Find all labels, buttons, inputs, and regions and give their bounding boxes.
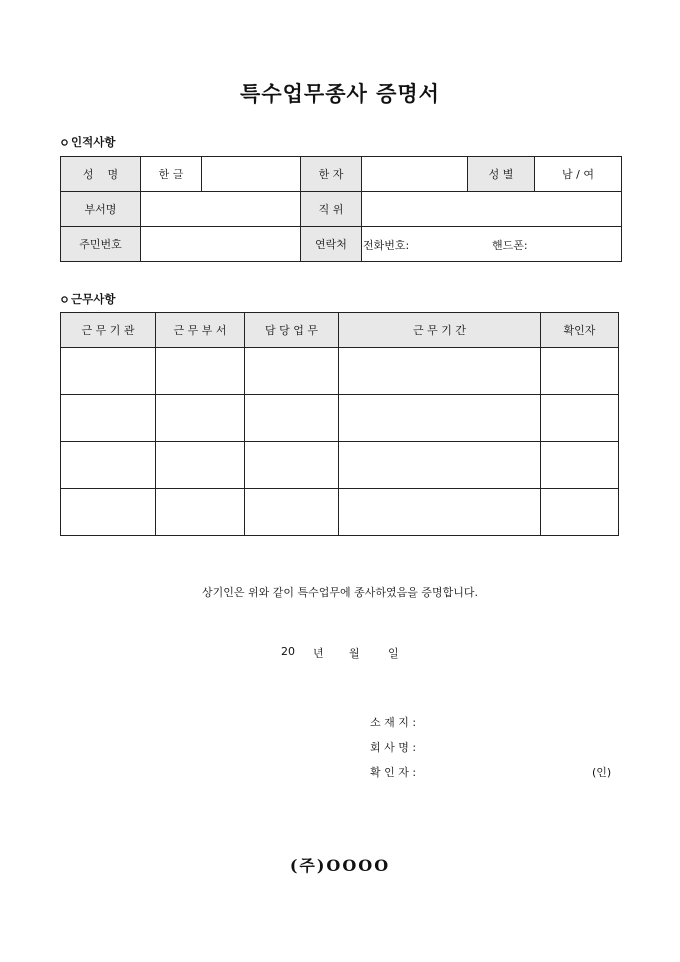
date-year-unit: 년 bbox=[313, 647, 324, 660]
mobile-label: 핸드폰: bbox=[492, 239, 528, 252]
table-cell[interactable] bbox=[339, 395, 541, 442]
table-cell[interactable] bbox=[245, 489, 339, 536]
table-cell[interactable] bbox=[156, 348, 245, 395]
company-name-label: 회 사 명 : bbox=[370, 741, 417, 754]
gender-label: 성 별 bbox=[468, 157, 535, 192]
table-cell[interactable] bbox=[61, 489, 156, 536]
personal-info-table bbox=[60, 156, 622, 262]
hangul-name-field[interactable] bbox=[202, 157, 301, 192]
date-day-unit: 일 bbox=[388, 647, 399, 660]
table-cell[interactable] bbox=[541, 489, 619, 536]
table-cell[interactable] bbox=[339, 348, 541, 395]
hanja-name-field[interactable] bbox=[362, 157, 468, 192]
table-cell[interactable] bbox=[156, 442, 245, 489]
table-cell[interactable] bbox=[156, 489, 245, 536]
table-row bbox=[61, 395, 619, 442]
table-cell[interactable] bbox=[541, 442, 619, 489]
hangul-label: 한 글 bbox=[141, 157, 202, 192]
address-label: 소 재 지 : bbox=[370, 716, 417, 729]
hanja-label: 한 자 bbox=[301, 157, 362, 192]
company-name: (주)OOOO bbox=[289, 856, 391, 875]
table-cell[interactable] bbox=[541, 348, 619, 395]
position-label: 직 위 bbox=[301, 192, 362, 227]
confirmer-label: 확 인 자 : bbox=[370, 766, 417, 779]
document-title: 특수업무종사 증명서 bbox=[240, 81, 440, 106]
work-section-heading: 근무사항 bbox=[61, 291, 115, 307]
table-cell[interactable] bbox=[61, 395, 156, 442]
circle-bullet-icon bbox=[61, 292, 68, 306]
table-cell[interactable] bbox=[245, 348, 339, 395]
work-history-table bbox=[60, 312, 619, 536]
contact-field[interactable] bbox=[362, 227, 622, 262]
resident-no-label: 주민번호 bbox=[61, 227, 141, 262]
col-header-department: 근 무 부 서 bbox=[156, 313, 245, 348]
dept-field[interactable] bbox=[141, 192, 301, 227]
date-month-unit: 월 bbox=[349, 647, 360, 660]
table-cell[interactable] bbox=[245, 442, 339, 489]
dept-label: 부서명 bbox=[61, 192, 141, 227]
table-cell[interactable] bbox=[156, 395, 245, 442]
seal-mark: (인) bbox=[592, 766, 612, 779]
position-field[interactable] bbox=[362, 192, 622, 227]
phone-label: 전화번호: bbox=[363, 239, 410, 252]
col-header-duty: 담 당 업 무 bbox=[245, 313, 339, 348]
col-header-organization: 근 무 기 관 bbox=[61, 313, 156, 348]
table-cell[interactable] bbox=[245, 395, 339, 442]
table-cell[interactable] bbox=[61, 442, 156, 489]
table-row bbox=[61, 489, 619, 536]
certification-statement: 상기인은 위와 같이 특수업무에 종사하였음을 증명합니다. bbox=[201, 586, 478, 599]
table-cell[interactable] bbox=[339, 442, 541, 489]
col-header-confirmer: 확인자 bbox=[541, 313, 619, 348]
table-row bbox=[61, 442, 619, 489]
circle-bullet-icon bbox=[61, 135, 68, 149]
personal-section-heading: 인적사항 bbox=[61, 134, 115, 150]
date-year: 20 bbox=[281, 645, 295, 658]
table-row bbox=[61, 348, 619, 395]
col-header-period: 근 무 기 간 bbox=[339, 313, 541, 348]
gender-field[interactable]: 남 / 여 bbox=[535, 157, 622, 192]
table-cell[interactable] bbox=[541, 395, 619, 442]
table-cell[interactable] bbox=[339, 489, 541, 536]
table-cell[interactable] bbox=[61, 348, 156, 395]
contact-label: 연락처 bbox=[301, 227, 362, 262]
name-label: 성 명 bbox=[61, 157, 141, 192]
resident-no-field[interactable] bbox=[141, 227, 301, 262]
